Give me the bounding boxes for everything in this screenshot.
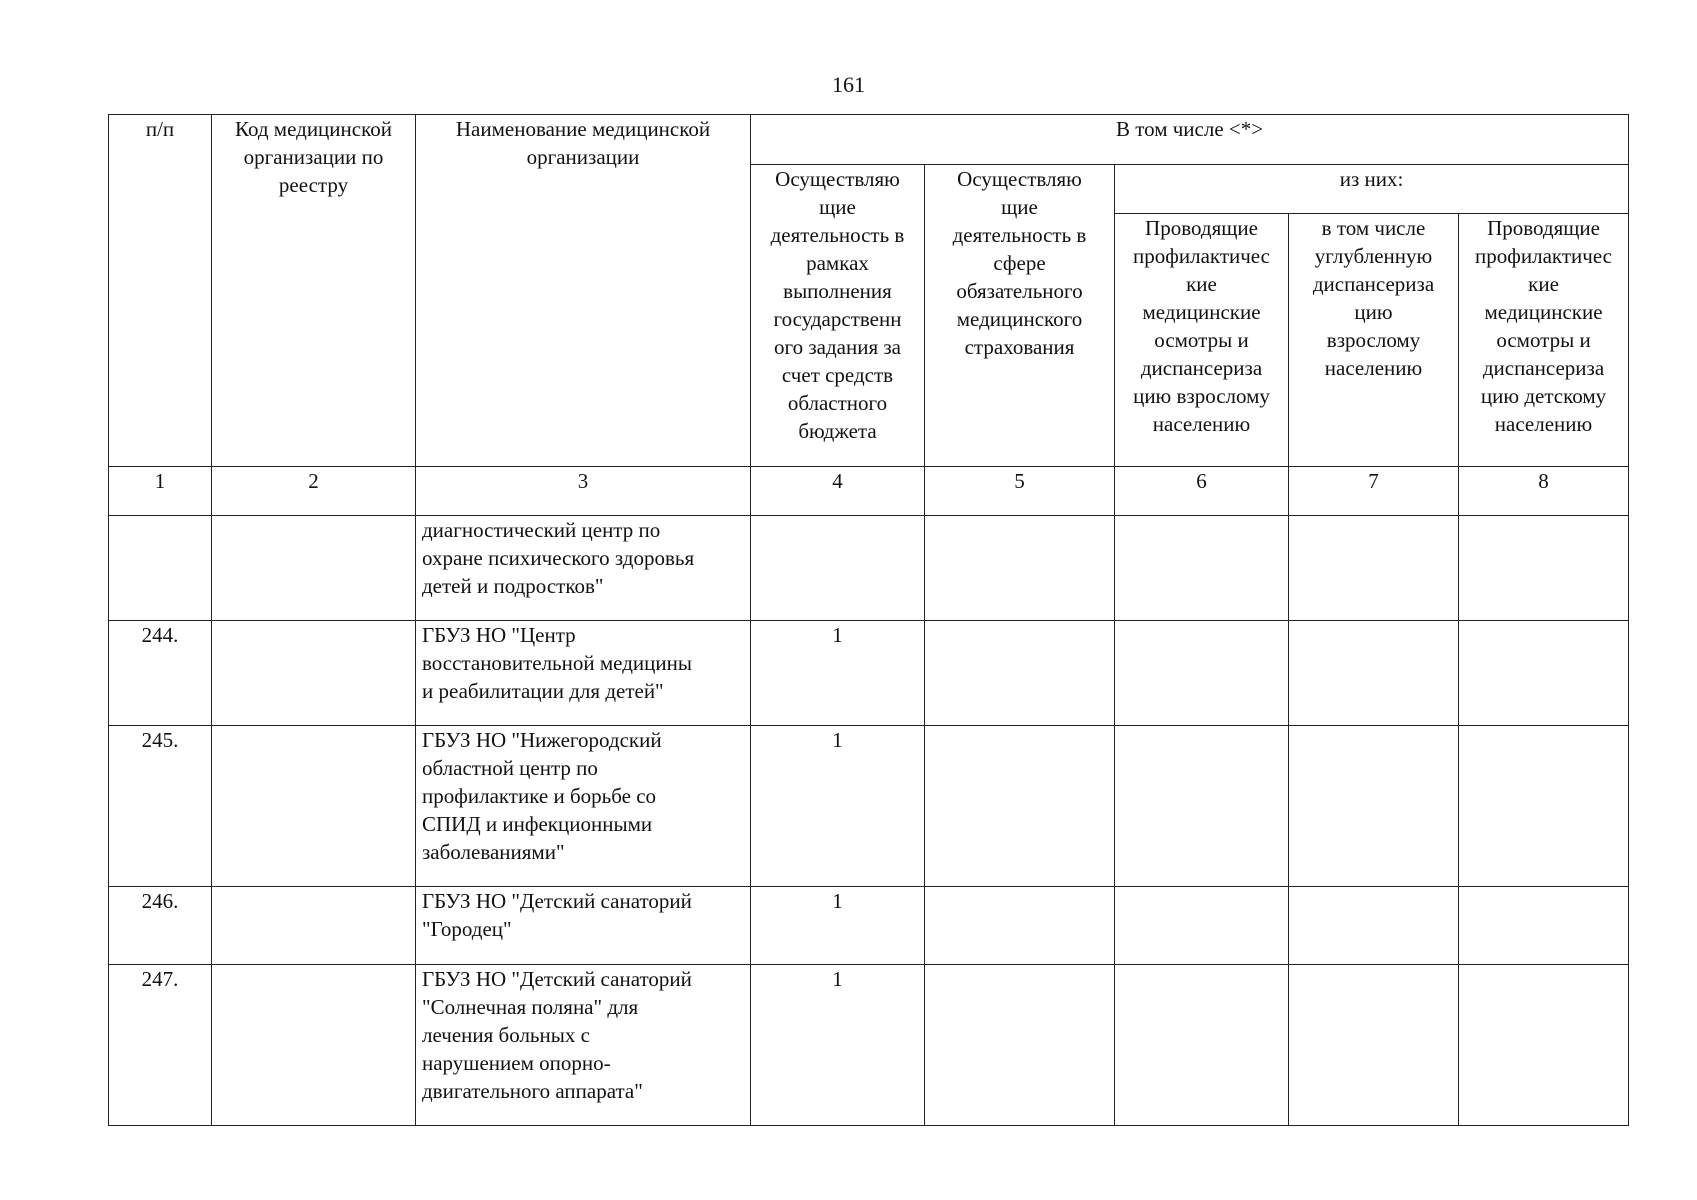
org-name-line: "Городец" <box>422 917 512 941</box>
org-name-line: заболеваниями" <box>422 840 565 864</box>
org-name-line: ГБУЗ НО "Детский санаторий <box>422 889 692 913</box>
header-line: бюджета <box>798 419 877 443</box>
org-name-line: двигательного аппарата" <box>422 1079 643 1103</box>
table-row <box>109 887 1629 965</box>
header-col-6 <box>1115 214 1289 467</box>
header-line: медицинские <box>1484 300 1603 324</box>
header-col-4 <box>751 165 925 467</box>
column-number-row <box>109 467 1629 516</box>
header-including-group: В том числе <*> <box>751 115 1629 165</box>
header-code <box>212 115 416 467</box>
row-org-name-cell <box>416 516 751 621</box>
header-line: областного <box>787 391 888 415</box>
header-line: государственн <box>773 307 902 331</box>
row-col-4-cell <box>751 516 925 621</box>
row-code-cell <box>212 621 416 726</box>
row-org-name-cell <box>416 965 751 1126</box>
row-col-6-cell <box>1115 516 1289 621</box>
row-col-6-cell <box>1115 621 1289 726</box>
header-line: Осуществляю <box>775 167 900 191</box>
row-col-8-cell <box>1459 621 1629 726</box>
organizations-table <box>108 114 1629 1126</box>
header-line: страхования <box>964 335 1075 359</box>
row-col-6-cell <box>1115 726 1289 887</box>
header-line: сфере <box>993 251 1046 275</box>
header-line: Проводящие <box>1487 216 1600 240</box>
header-name <box>416 115 751 467</box>
header-line: осмотры и <box>1154 328 1249 352</box>
row-number-cell: 246. <box>109 887 212 965</box>
row-col-7-cell <box>1289 516 1459 621</box>
header-line: Код медицинской <box>235 117 392 141</box>
header-col-7 <box>1289 214 1459 467</box>
page-number: 161 <box>832 72 865 97</box>
header-line: кие <box>1186 272 1217 296</box>
header-line: деятельность в <box>952 223 1087 247</box>
table-row <box>109 621 1629 726</box>
header-line: цию <box>1354 300 1393 324</box>
header-line: диспансериза <box>1482 356 1605 380</box>
header-line: щие <box>819 195 856 219</box>
row-col-4-cell: 1 <box>751 726 925 887</box>
org-name-line: восстановительной медицины <box>422 651 692 675</box>
row-col-5-cell <box>925 965 1115 1126</box>
column-number-3: 3 <box>416 467 751 516</box>
header-line: осмотры и <box>1496 328 1591 352</box>
header-line: профилактичес <box>1133 244 1270 268</box>
row-org-name-cell <box>416 726 751 887</box>
org-name-line: детей и подростков" <box>422 574 604 598</box>
row-col-4-cell: 1 <box>751 621 925 726</box>
row-col-7-cell <box>1289 887 1459 965</box>
header-pp: п/п <box>109 115 212 467</box>
header-line: организации по <box>243 145 384 169</box>
row-col-6-cell <box>1115 965 1289 1126</box>
org-name-line: охране психического здоровья <box>422 546 695 570</box>
row-col-8-cell <box>1459 887 1629 965</box>
column-number-2: 2 <box>212 467 416 516</box>
row-org-name-cell <box>416 621 751 726</box>
header-line: реестру <box>278 173 349 197</box>
header-line: диспансериза <box>1140 356 1263 380</box>
column-number-8: 8 <box>1459 467 1629 516</box>
org-name-line: ГБУЗ НО "Детский санаторий <box>422 967 692 991</box>
org-name-line: профилактике и борьбе со <box>422 784 657 808</box>
row-col-7-cell <box>1289 621 1459 726</box>
header-col-8 <box>1459 214 1629 467</box>
org-name-line: ГБУЗ НО "Нижегородский <box>422 728 662 752</box>
header-line: кие <box>1528 272 1559 296</box>
row-col-5-cell <box>925 726 1115 887</box>
table-row <box>109 516 1629 621</box>
column-number-1: 1 <box>109 467 212 516</box>
header-line: обязательного <box>956 279 1083 303</box>
header-line: населению <box>1324 356 1423 380</box>
row-number-cell: 245. <box>109 726 212 887</box>
row-code-cell <box>212 887 416 965</box>
row-col-8-cell <box>1459 965 1629 1126</box>
header-line: медицинские <box>1142 300 1261 324</box>
header-line: щие <box>1001 195 1038 219</box>
header-col-5 <box>925 165 1115 467</box>
row-col-4-cell: 1 <box>751 887 925 965</box>
row-org-name-cell <box>416 887 751 965</box>
column-number-7: 7 <box>1289 467 1459 516</box>
row-col-5-cell <box>925 621 1115 726</box>
row-code-cell <box>212 965 416 1126</box>
header-line: выполнения <box>783 279 892 303</box>
row-col-5-cell <box>925 887 1115 965</box>
header-line: цию детскому <box>1480 384 1607 408</box>
header-line: Осуществляю <box>957 167 1082 191</box>
row-number-cell: 247. <box>109 965 212 1126</box>
row-col-6-cell <box>1115 887 1289 965</box>
org-name-line: ГБУЗ НО "Центр <box>422 623 576 647</box>
org-name-line: и реабилитации для детей" <box>422 679 664 703</box>
table-row <box>109 965 1629 1126</box>
row-number-cell <box>109 516 212 621</box>
row-number-cell: 244. <box>109 621 212 726</box>
header-line: Наименование медицинской <box>455 117 711 141</box>
org-name-line: СПИД и инфекционными <box>422 812 653 836</box>
org-name-line: областной центр по <box>422 756 598 780</box>
header-line: организации <box>526 145 640 169</box>
row-col-7-cell <box>1289 726 1459 887</box>
header-line: цию взрослому <box>1133 384 1270 408</box>
header-line: медицинского <box>956 307 1083 331</box>
header-of-them-group: из них: <box>1115 165 1629 214</box>
header-line: в том числе <box>1321 216 1426 240</box>
row-col-7-cell <box>1289 965 1459 1126</box>
org-name-line: диагностический центр по <box>422 518 661 542</box>
header-line: ого задания за <box>774 335 901 359</box>
header-line: счет средств <box>781 363 894 387</box>
column-number-6: 6 <box>1115 467 1289 516</box>
row-code-cell <box>212 726 416 887</box>
row-col-4-cell: 1 <box>751 965 925 1126</box>
header-line: диспансериза <box>1312 272 1435 296</box>
header-line: углубленную <box>1314 244 1433 268</box>
header-line: населению <box>1152 412 1251 436</box>
row-col-5-cell <box>925 516 1115 621</box>
column-number-5: 5 <box>925 467 1115 516</box>
table-row <box>109 726 1629 887</box>
header-line: Проводящие <box>1145 216 1258 240</box>
header-line: профилактичес <box>1475 244 1612 268</box>
org-name-line: нарушением опорно- <box>422 1051 611 1075</box>
header-line: рамках <box>806 251 869 275</box>
row-col-8-cell <box>1459 726 1629 887</box>
row-col-8-cell <box>1459 516 1629 621</box>
header-line: деятельность в <box>770 223 905 247</box>
column-number-4: 4 <box>751 467 925 516</box>
org-name-line: лечения больных с <box>422 1023 590 1047</box>
row-code-cell <box>212 516 416 621</box>
header-line: населению <box>1494 412 1593 436</box>
header-line: взрослому <box>1326 328 1421 352</box>
org-name-line: "Солнечная поляна" для <box>422 995 639 1019</box>
